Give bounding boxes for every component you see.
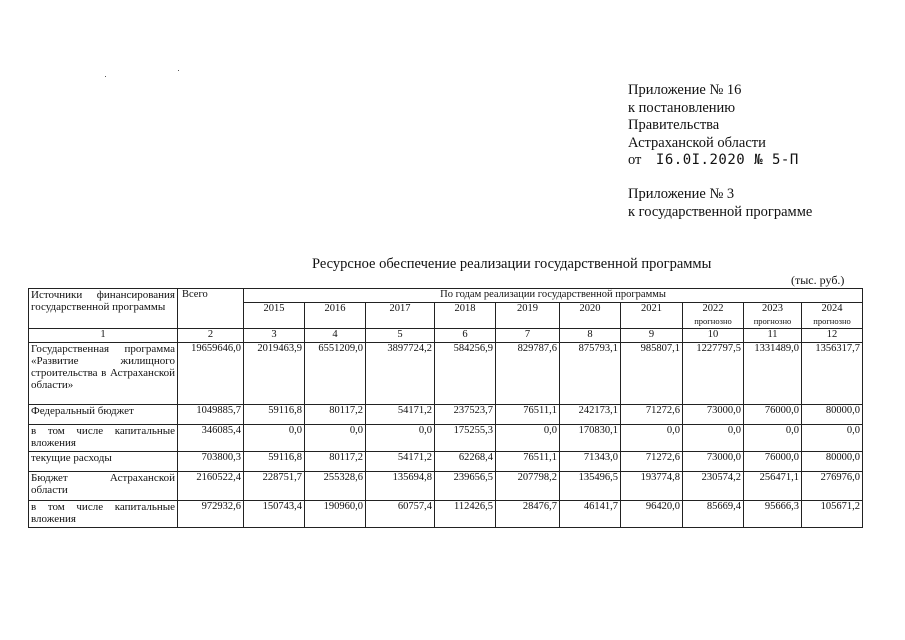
table-cell: 0,0 <box>496 425 560 452</box>
table-cell: 85669,4 <box>683 501 744 528</box>
table-cell: 256471,1 <box>744 472 802 501</box>
table-cell: 237523,7 <box>435 405 496 425</box>
table-cell: 19659646,0 <box>178 343 244 405</box>
unit-label: (тыс. руб.) <box>791 273 845 287</box>
year-label: 2019 <box>517 303 538 314</box>
table-cell: 76000,0 <box>744 405 802 425</box>
year-note: прогнозно <box>753 316 792 326</box>
table-cell: 1227797,5 <box>683 343 744 405</box>
annex-date <box>628 152 799 170</box>
scan-speck <box>105 76 106 77</box>
column-number: 12 <box>802 329 863 343</box>
table-cell: 2160522,4 <box>178 472 244 501</box>
year-label: 2022 <box>702 303 724 314</box>
year-header <box>744 303 802 329</box>
table-cell: 96420,0 <box>621 501 683 528</box>
table-cell: 73000,0 <box>683 405 744 425</box>
table-cell: 175255,3 <box>435 425 496 452</box>
annex-line: к государственной программе <box>628 203 813 220</box>
resource-table <box>28 288 863 528</box>
table-cell: 230574,2 <box>683 472 744 501</box>
table-cell: 54171,2 <box>366 452 435 472</box>
scan-speck <box>178 70 179 71</box>
year-label: 2018 <box>454 303 476 314</box>
year-header <box>366 303 435 329</box>
table-cell: 73000,0 <box>683 452 744 472</box>
table-cell: 59116,8 <box>244 452 305 472</box>
table-cell: 972932,6 <box>178 501 244 528</box>
table-cell: 71272,6 <box>621 405 683 425</box>
table-cell: 54171,2 <box>366 405 435 425</box>
table-cell: 80117,2 <box>305 452 366 472</box>
table-cell: 0,0 <box>683 425 744 452</box>
document-title: Ресурсное обеспечение реализации государственной программы <box>312 256 712 272</box>
table-cell: 60757,4 <box>366 501 435 528</box>
table-cell: 112426,5 <box>435 501 496 528</box>
row-label: текущие расходы <box>29 452 178 472</box>
table-row <box>29 501 863 528</box>
year-header <box>802 303 863 329</box>
table-cell: 255328,6 <box>305 472 366 501</box>
year-header <box>560 303 621 329</box>
column-number: 4 <box>305 329 366 343</box>
header-source: Источники финансирования государственной программы <box>29 289 178 329</box>
column-number: 11 <box>744 329 802 343</box>
table-cell: 584256,9 <box>435 343 496 405</box>
column-number: 7 <box>496 329 560 343</box>
table-cell: 346085,4 <box>178 425 244 452</box>
table-cell: 207798,2 <box>496 472 560 501</box>
table-cell: 0,0 <box>366 425 435 452</box>
table-cell: 150743,4 <box>244 501 305 528</box>
year-header <box>244 303 305 329</box>
table-cell: 193774,8 <box>621 472 683 501</box>
row-label: Бюджет Астраханской области <box>29 472 178 501</box>
table-cell: 0,0 <box>802 425 863 452</box>
column-number: 2 <box>178 329 244 343</box>
table-row <box>29 425 863 452</box>
table-cell: 80117,2 <box>305 405 366 425</box>
annex-line: к постановлению <box>628 99 736 116</box>
year-note: прогнозно <box>813 316 851 326</box>
table-cell: 242173,1 <box>560 405 621 425</box>
table-cell: 76511,1 <box>496 405 560 425</box>
table-row <box>29 452 863 472</box>
table-cell: 28476,7 <box>496 501 560 528</box>
table-cell: 190960,0 <box>305 501 366 528</box>
table-cell: 135496,5 <box>560 472 621 501</box>
column-number: 8 <box>560 329 621 343</box>
annex-header <box>628 82 799 170</box>
table-cell: 1331489,0 <box>744 343 802 405</box>
year-label: 2015 <box>263 303 285 314</box>
table-cell: 239656,5 <box>435 472 496 501</box>
table-cell: 228751,7 <box>244 472 305 501</box>
table-row <box>29 405 863 425</box>
table-cell: 0,0 <box>305 425 366 452</box>
table-cell: 276976,0 <box>802 472 863 501</box>
year-note: прогнозно <box>694 316 732 326</box>
table-cell: 0,0 <box>744 425 802 452</box>
table-cell: 46141,7 <box>560 501 621 528</box>
row-label: Федеральный бюджет <box>29 405 178 425</box>
column-number: 3 <box>244 329 305 343</box>
date-prefix: от <box>628 152 642 168</box>
year-label: 2020 <box>579 303 601 314</box>
column-number-row <box>29 329 863 343</box>
row-label: в том числе капитальные вложения <box>29 425 178 452</box>
table-cell: 875793,1 <box>560 343 621 405</box>
table-row <box>29 343 863 405</box>
table-cell: 1049885,7 <box>178 405 244 425</box>
year-label: 2023 <box>762 303 783 314</box>
table-row <box>29 472 863 501</box>
table-cell: 95666,3 <box>744 501 802 528</box>
annex-program-header <box>628 186 812 221</box>
column-number: 10 <box>683 329 744 343</box>
column-number: 9 <box>621 329 683 343</box>
table-cell: 0,0 <box>621 425 683 452</box>
table-cell: 0,0 <box>244 425 305 452</box>
year-header <box>305 303 366 329</box>
table-cell: 3897724,2 <box>366 343 435 405</box>
column-number: 6 <box>435 329 496 343</box>
table-cell: 71272,6 <box>621 452 683 472</box>
table-cell: 170830,1 <box>560 425 621 452</box>
row-label: в том числе капитальные вложения <box>29 501 178 528</box>
header-total: Всего <box>178 289 244 329</box>
row-label: Государственная программа «Развитие жилищного строительства в Астраханской области» <box>29 343 178 405</box>
annex-line: Приложение № 16 <box>628 82 742 98</box>
annex-line: Астраханской области <box>628 134 766 151</box>
table-cell: 76000,0 <box>744 452 802 472</box>
column-number: 1 <box>29 329 178 343</box>
table-cell: 105671,2 <box>802 501 863 528</box>
year-label: 2021 <box>641 303 662 314</box>
table-cell: 1356317,7 <box>802 343 863 405</box>
year-header <box>683 303 744 329</box>
annex-line: Правительства <box>628 117 720 133</box>
table-cell: 6551209,0 <box>305 343 366 405</box>
column-number: 5 <box>366 329 435 343</box>
table-cell: 2019463,9 <box>244 343 305 405</box>
date-handwritten: I6.0I.2020 № 5-П <box>655 152 799 168</box>
table-cell: 62268,4 <box>435 452 496 472</box>
year-label: 2017 <box>389 303 411 314</box>
year-header <box>435 303 496 329</box>
table-cell: 829787,6 <box>496 343 560 405</box>
table-cell: 59116,8 <box>244 405 305 425</box>
year-header <box>496 303 560 329</box>
table-cell: 135694,8 <box>366 472 435 501</box>
header-row <box>29 289 863 303</box>
table-cell: 80000,0 <box>802 452 863 472</box>
table-cell: 76511,1 <box>496 452 560 472</box>
table-cell: 985807,1 <box>621 343 683 405</box>
year-label: 2016 <box>324 303 346 314</box>
table-cell: 71343,0 <box>560 452 621 472</box>
annex-line: Приложение № 3 <box>628 186 735 202</box>
table-cell: 703800,3 <box>178 452 244 472</box>
year-header <box>621 303 683 329</box>
table-cell: 80000,0 <box>802 405 863 425</box>
header-years: По годам реализации государственной программы <box>244 289 863 303</box>
table-body <box>29 343 863 528</box>
year-label: 2024 <box>821 303 843 314</box>
